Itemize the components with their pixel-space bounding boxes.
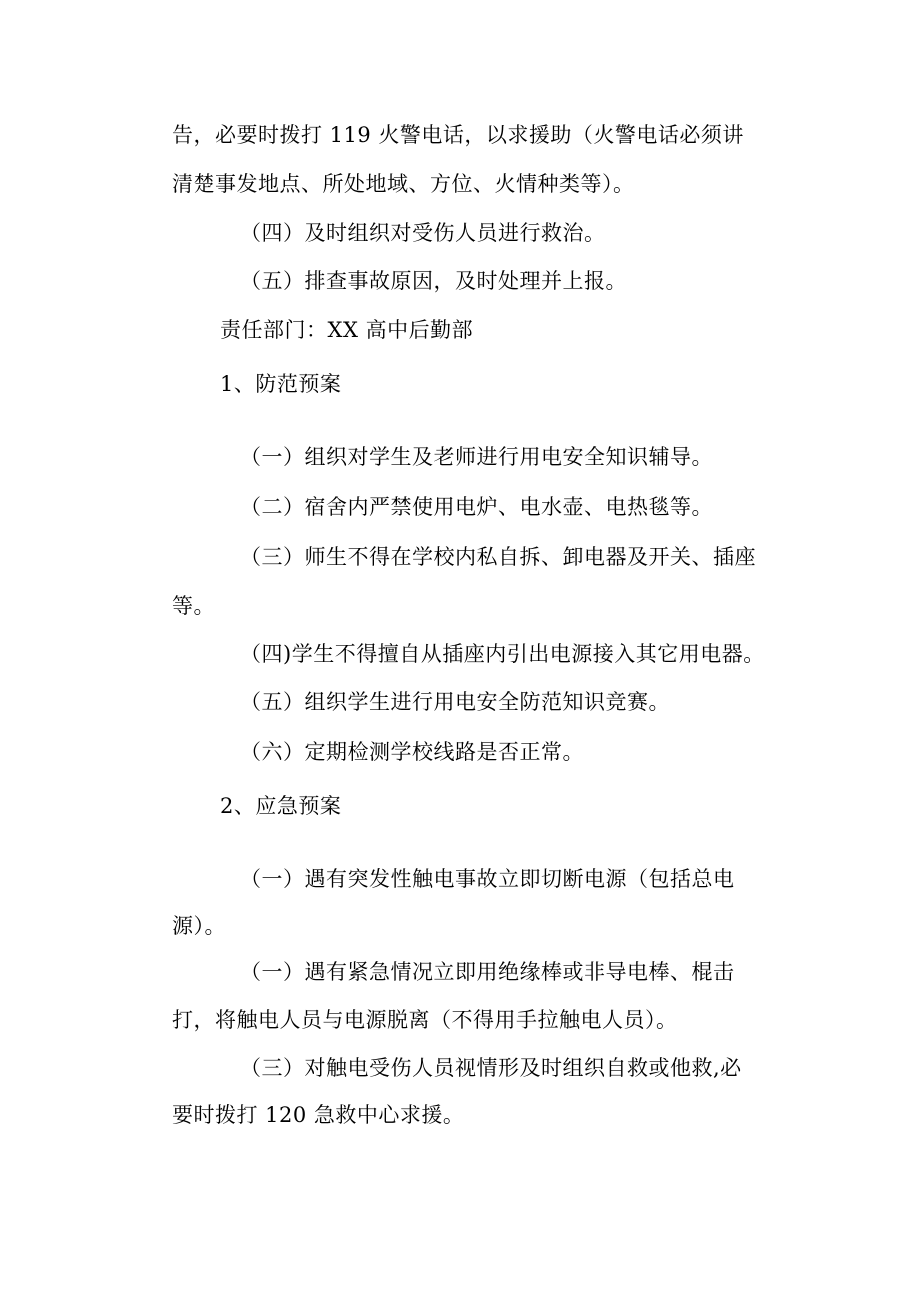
- text-line: （一）遇有紧急情况立即用绝缘棒或非导电棒、棍击: [240, 960, 735, 984]
- text-line: （一）遇有突发性触电事故立即切断电源（包括总电: [240, 867, 735, 891]
- text-line: （三）对触电受伤人员视情形及时组织自救或他救,必: [240, 1056, 742, 1080]
- text-line: 要时拨打 120 急救中心求援。: [172, 1103, 465, 1127]
- text-line: 等。: [172, 594, 215, 618]
- section-heading: 2、应急预案: [220, 794, 342, 818]
- text-line: 清楚事发地点、所处地域、方位、火情种类等）。: [172, 172, 635, 196]
- text-line: 源）。: [172, 914, 226, 938]
- text-line: （六）定期检测学校线路是否正常。: [240, 740, 584, 764]
- text-line: （一）组织对学生及老师进行用电安全知识辅导。: [240, 445, 713, 469]
- text-line: （四）及时组织对受伤人员进行救治。: [240, 221, 606, 245]
- text-line: （五）排查事故原因，及时处理并上报。: [240, 269, 627, 293]
- text-line: （五）组织学生进行用电安全防范知识竞赛。: [240, 690, 670, 714]
- responsible-department: 责任部门：XX 高中后勤部: [220, 318, 474, 342]
- text-line: （三）师生不得在学校内私自拆、卸电器及开关、插座: [240, 545, 756, 569]
- text-line: 打，将触电人员与电源脱离（不得用手拉触电人员）。: [172, 1008, 678, 1032]
- text-line: （四)学生不得擅自从插座内引出电源接入其它用电器。: [240, 642, 765, 666]
- text-line: （二）宿舍内严禁使用电炉、电水壶、电热毯等。: [240, 495, 713, 519]
- section-heading: 1、防范预案: [220, 372, 342, 396]
- text-line: 告，必要时拨打 119 火警电话，以求援助（火警电话必须讲: [172, 123, 744, 147]
